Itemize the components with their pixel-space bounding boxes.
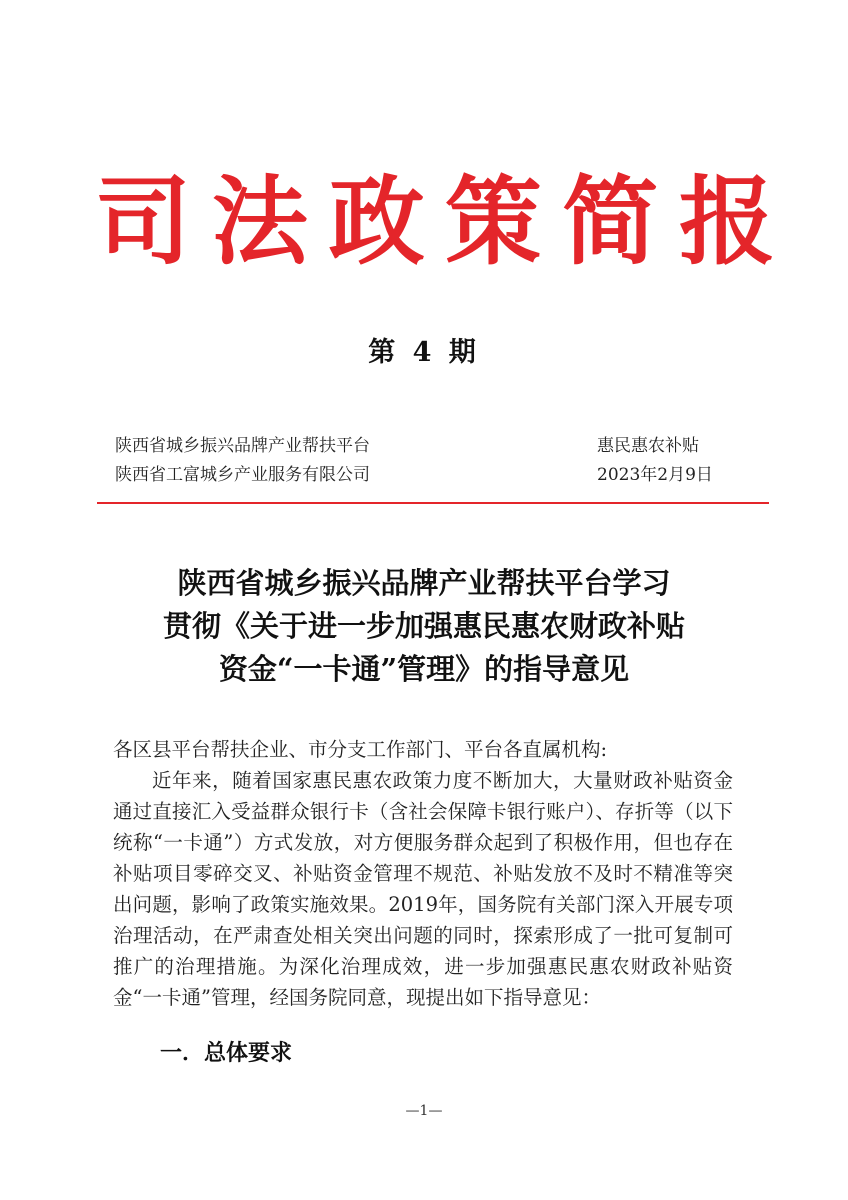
- page-number: —1—: [405, 1103, 443, 1119]
- red-divider: [97, 502, 769, 504]
- title-line: 陕西省城乡振兴品牌产业帮扶平台学习: [177, 566, 671, 600]
- issuer-line: 陕西省城乡振兴品牌产业帮扶平台: [115, 436, 370, 456]
- masthead-title: [95, 165, 775, 278]
- issue-date: 2023年2月9日: [597, 465, 713, 485]
- issuer-line: 陕西省工富城乡产业服务有限公司: [115, 465, 370, 485]
- masthead-char: 法: [211, 165, 308, 278]
- section-heading: 一．总体要求: [160, 1041, 293, 1066]
- body-paragraph: 近年来，随着国家惠民惠农政策力度不断加大，大量财政补贴资金通过直接汇入受益群众银行卡（含社会保障卡银行账户）、存折等（以下统称“一卡通”）方式发放，对方便服务群众起到了积极作用，但也存在补贴项目零碎交叉、补贴资金管理不规范、补贴发放不及时不精准等突出问题，影响了政策实施效果。2019年，国务院有关部门深入开展专项治理活动，在严肃查处相关突出问题的同时，探索形成了一批可复制可推广的治理措施。为深化治理成效，进一步加强惠民惠农财政补贴资金“一卡通”管理，经国务院同意，现提出如下指导意见：: [113, 769, 733, 1009]
- topic-date-block: [597, 432, 713, 490]
- masthead-char: 报: [678, 165, 775, 278]
- title-line: 资金“一卡通”管理》的指导意见: [218, 652, 630, 686]
- topic-label: 惠民惠农补贴: [597, 436, 699, 456]
- masthead-char: 简: [562, 165, 659, 278]
- issue-number: 第 4 期: [368, 337, 480, 368]
- issuer-block: [115, 432, 370, 490]
- title-line: 贯彻《关于进一步加强惠民惠农财政补贴: [162, 609, 685, 643]
- masthead-char: 司: [95, 165, 191, 278]
- salutation: 各区县平台帮扶企业、市分支工作部门、平台各直属机构:: [113, 738, 608, 761]
- masthead-char: 策: [445, 165, 542, 278]
- document-body: [113, 734, 733, 1013]
- masthead-char: 政: [328, 165, 425, 278]
- document-title: [0, 562, 848, 691]
